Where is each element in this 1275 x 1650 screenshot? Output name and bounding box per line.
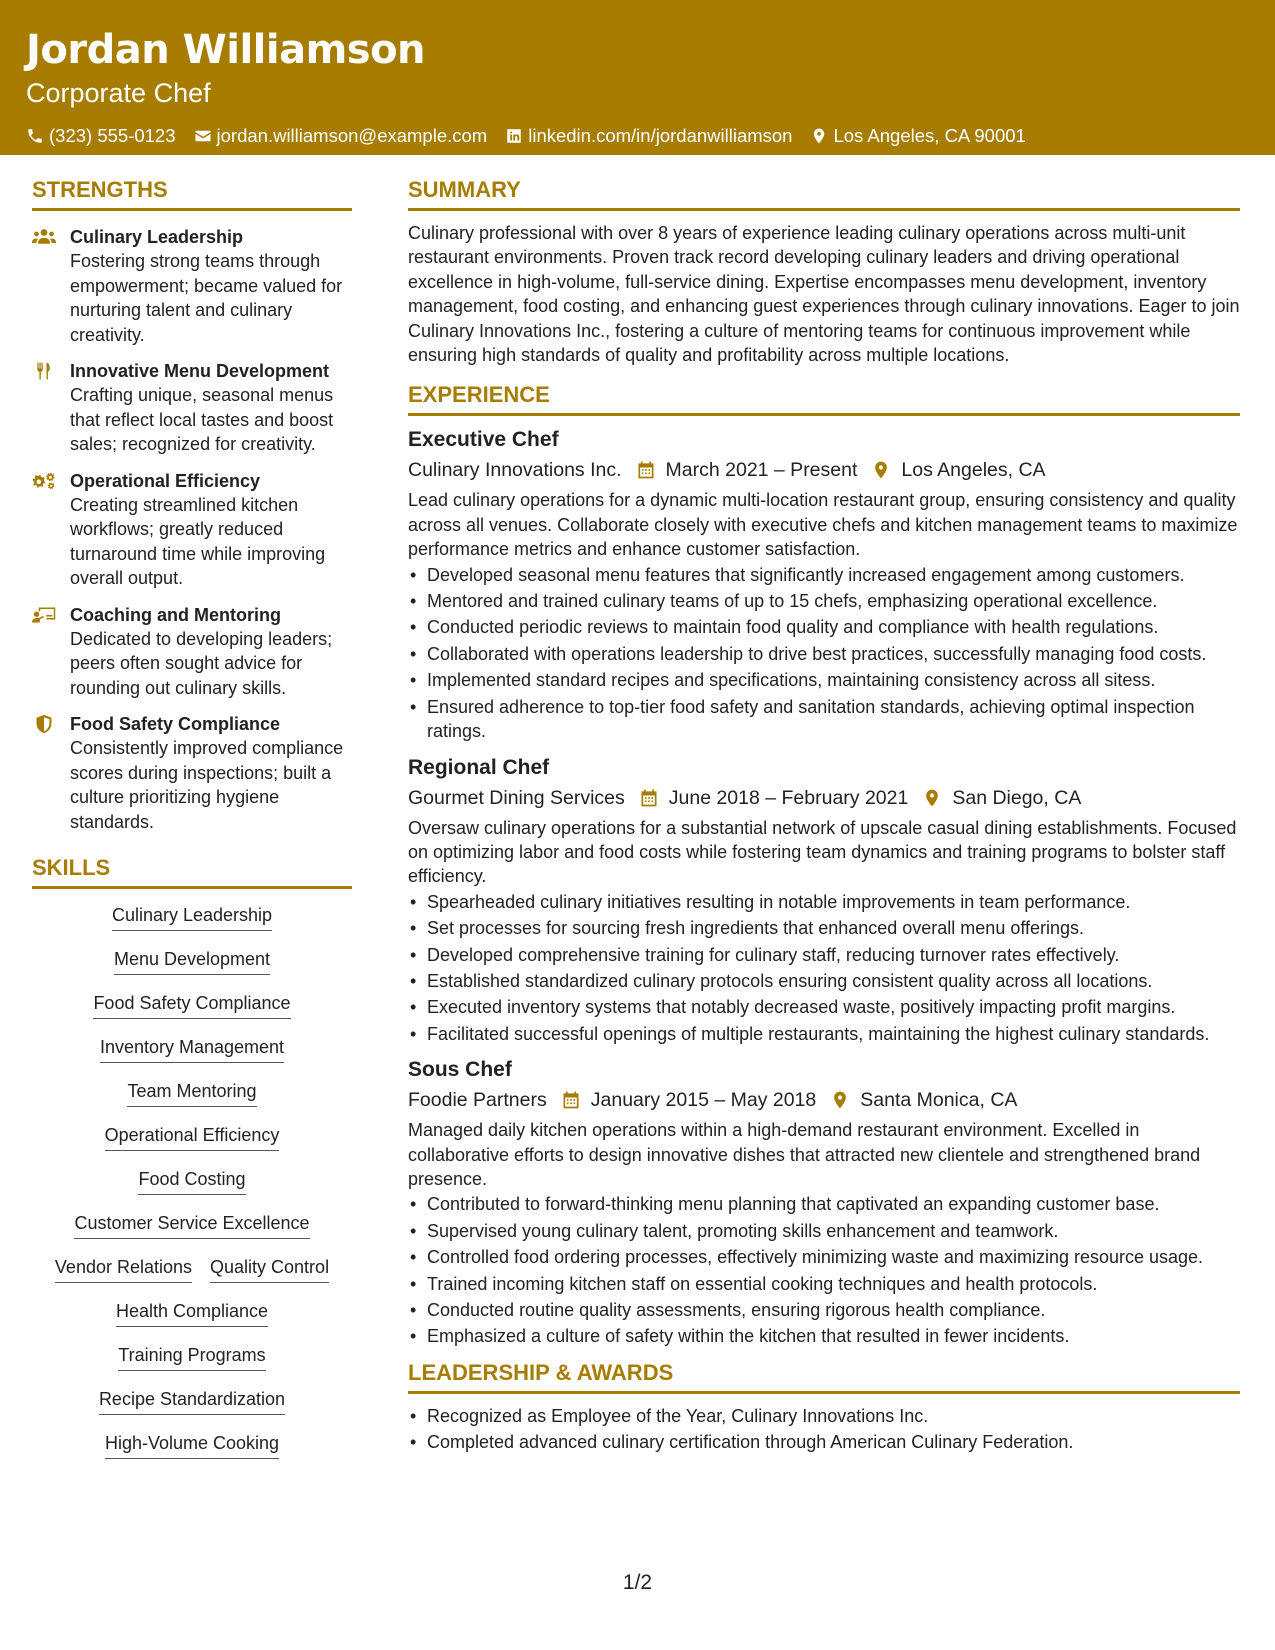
strength-desc: Consistently improved compliance scores during inspections; built a culture prioritizing hygiene standards. [70,738,344,832]
job-meta [408,783,1240,813]
awards-list [408,1404,1240,1455]
job-meta [408,1085,1240,1115]
strength-title: Operational Efficiency [70,470,261,491]
awards-heading: LEADERSHIP & AWARDS [408,1359,1240,1394]
strength-item [32,712,352,834]
phone-icon [26,127,44,145]
jobs-list [408,426,1240,1348]
skill-row [32,947,352,991]
skill-row [32,991,352,1035]
job-description: Oversaw culinary operations for a substantial network of upscale casual dining establishments. Focused on optimizing labor and food costs while fostering team dynamics and training programs to bolster staff efficiency. [408,817,1237,887]
calendar-icon [639,788,659,808]
skill-tag: Customer Service Excellence [74,1211,309,1239]
skill-row [32,1079,352,1123]
job-bullet: • Facilitated successful openings of multiple restaurants, maintaining the highest culinary standards. [408,1022,1240,1046]
strengths-list [32,225,352,834]
skill-row [32,1035,352,1079]
shield-icon [32,714,56,736]
job-bullet: • Conducted routine quality assessments, ensuring rigorous health compliance. [408,1298,1240,1322]
job-company: Culinary Innovations Inc. [408,459,622,482]
location-text: Los Angeles, CA 90001 [833,125,1026,146]
job-bullet: • Controlled food ordering processes, effectively minimizing waste and maximizing resource usage. [408,1245,1240,1269]
right-column [408,176,1240,1457]
strength-body [70,225,352,347]
skill-row [32,1167,352,1211]
calendar-icon [561,1090,581,1110]
job-bullet: • Developed seasonal menu features that significantly increased engagement among customers. [408,563,1240,587]
map-pin-icon [810,127,828,145]
job-bullet: • Conducted periodic reviews to maintain food quality and compliance with health regulations. [408,615,1240,639]
job-bullets [408,1192,1240,1348]
experience-heading: EXPERIENCE [408,381,1240,416]
summary-text: Culinary professional with over 8 years of experience leading culinary operations across multi-unit restaurant environments. Proven track record developing culinary leaders and driving operational excellence in high-volume, full-service dining. Expertise encompasses menu development, inventory management, food costing, and enhancing guest experiences through culinary innovations. Eager to join Culinary Innovations Inc., fostering a culture of mentoring teams for continuous improvement while ensuring high standards of quality and profitability across multiple locations. [408,223,1240,366]
envelope-icon [194,127,212,145]
candidate-name: Jordan Williamson [26,27,426,73]
skill-row [32,1123,352,1167]
contact-phone [26,124,176,148]
strength-item [32,225,352,347]
strength-item [32,359,352,457]
job-location: Los Angeles, CA [901,459,1046,482]
skill-row [32,1299,352,1343]
strength-title: Food Safety Compliance [70,714,281,734]
skill-tag: Inventory Management [100,1035,284,1063]
job-entry [408,1056,1240,1349]
page-number: 1/2 [622,1571,653,1594]
strength-item [32,469,352,591]
skill-tag: Food Costing [138,1167,245,1195]
job-bullet: • Established standardized culinary protocols ensuring consistent quality across all locations. [408,969,1240,993]
job-dates: March 2021 – Present [665,459,858,482]
job-bullet: • Supervised young culinary talent, promoting skills enhancement and teamwork. [408,1219,1240,1243]
job-bullet: • Implemented standard recipes and specifications, maintaining consistency across all sitess. [408,668,1240,692]
email-link[interactable]: jordan.williamson@example.com [216,125,488,146]
award-item: • Recognized as Employee of the Year, Culinary Innovations Inc. [408,1404,1240,1428]
summary-heading: SUMMARY [408,176,1240,211]
contact-linkedin[interactable] [505,124,792,148]
job-bullet: • Mentored and trained culinary teams of up to 15 chefs, emphasizing operational excellence. [408,589,1240,613]
job-title: Sous Chef [408,1058,512,1082]
strength-title: Innovative Menu Development [70,361,330,381]
skills-heading: SKILLS [32,854,352,889]
skill-row [32,1343,352,1387]
calendar-icon [636,460,656,480]
map-pin-icon [871,460,891,480]
skill-tag: High-Volume Cooking [105,1431,279,1459]
job-bullets [408,890,1240,1046]
skill-tag: Menu Development [114,947,270,975]
strength-title: Coaching and Mentoring [70,604,281,625]
chalkboard-user-icon [32,605,56,627]
job-bullet: • Developed comprehensive training for culinary staff, reducing turnover rates effectively. [408,943,1240,967]
contact-bar [26,124,1249,148]
skill-tag: Operational Efficiency [105,1123,280,1151]
job-company: Gourmet Dining Services [408,786,625,809]
job-bullet: • Trained incoming kitchen staff on essential cooking techniques and health protocols. [408,1272,1240,1296]
job-company: Foodie Partners [408,1089,547,1112]
job-bullet: • Executed inventory systems that notably decreased waste, positively impacting profit margins. [408,995,1240,1019]
job-bullet: • Collaborated with operations leadership to drive best practices, successfully managing food costs. [408,642,1240,666]
skill-tag: Recipe Standardization [99,1387,285,1415]
award-item: • Completed advanced culinary certification through American Culinary Federation. [408,1430,1240,1454]
skill-tag: Food Safety Compliance [93,991,290,1019]
phone-text: (323) 555-0123 [49,125,176,146]
job-entry [408,754,1240,1047]
contact-location [810,124,1025,148]
skill-row [32,1255,352,1299]
gears-icon [32,471,56,493]
skill-row [32,903,352,947]
strength-body [70,603,352,701]
job-location: Santa Monica, CA [860,1089,1018,1112]
strength-desc: Dedicated to developing leaders; peers often sought advice for rounding out culinary skills. [70,628,333,698]
job-entry [408,426,1240,743]
linkedin-link[interactable]: linkedin.com/in/jordanwilliamson [528,125,793,146]
job-bullet: • Set processes for sourcing fresh ingredients that enhanced overall menu offerings. [408,916,1240,940]
strengths-heading: STRENGTHS [32,176,352,211]
strength-desc: Creating streamlined kitchen workflows; greatly reduced turnaround time while improving overall output. [70,494,326,588]
job-meta [408,455,1240,485]
skill-tag: Health Compliance [116,1299,268,1327]
strength-body [70,359,352,457]
skills-list [32,903,352,1475]
job-bullet: • Emphasized a culture of safety within the kitchen that resulted in fewer incidents. [408,1324,1240,1348]
job-bullet: • Spearheaded culinary initiatives resulting in notable improvements in team performance. [408,890,1240,914]
skill-tag: Training Programs [118,1343,265,1371]
skill-row [32,1387,352,1431]
job-bullets [408,563,1240,744]
strength-body [70,469,352,591]
job-description: Lead culinary operations for a dynamic multi-location restaurant group, ensuring consistency and quality across all venues. Collaborate closely with executive chefs and kitchen management teams to maximize performance metrics and enhance customer satisfaction. [408,490,1238,560]
resume-header [0,0,1275,155]
left-column [32,176,352,1475]
skill-tag: Team Mentoring [127,1079,256,1107]
skill-row [32,1211,352,1255]
job-bullet: • Ensured adherence to top-tier food safety and sanitation standards, achieving optimal inspection ratings. [408,695,1240,744]
strength-desc: Crafting unique, seasonal menus that reflect local tastes and boost sales; recognized for creativity. [70,385,334,454]
users-icon [32,227,56,249]
skill-tag: Quality Control [210,1255,329,1283]
contact-email[interactable] [194,124,488,148]
job-location: San Diego, CA [952,786,1082,809]
job-dates: January 2015 – May 2018 [590,1089,817,1112]
utensils-icon [32,361,56,383]
skill-tag: Vendor Relations [55,1255,192,1283]
skill-row [32,1431,352,1475]
map-pin-icon [922,788,942,808]
linkedin-icon [505,127,523,145]
strength-item [32,603,352,701]
skill-tag: Culinary Leadership [112,903,272,931]
job-bullet: • Contributed to forward-thinking menu planning that captivated an expanding customer base. [408,1192,1240,1216]
strength-body [70,712,352,834]
job-dates: June 2018 – February 2021 [668,786,909,809]
candidate-role: Corporate Chef [26,78,211,108]
job-description: Managed daily kitchen operations within a high-demand restaurant environment. Excelled in collaborative efforts to design innovative dishes that attracted new clientele and strengthened brand presence. [408,1120,1201,1189]
strength-title: Culinary Leadership [70,227,244,247]
job-title: Executive Chef [408,428,559,452]
job-title: Regional Chef [408,755,550,779]
map-pin-icon [830,1090,850,1110]
strength-desc: Fostering strong teams through empowerment; became valued for nurturing talent and culinary creativity. [70,251,343,345]
